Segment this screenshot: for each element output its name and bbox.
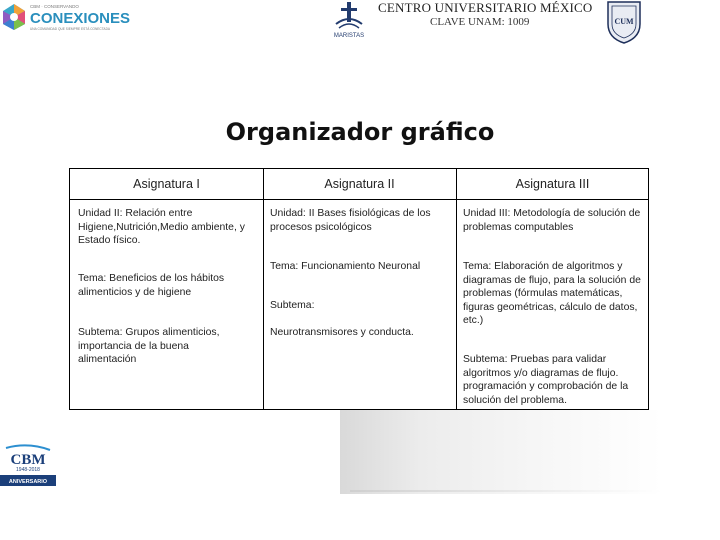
logo-name-text: CONEXIONES	[30, 10, 130, 27]
col1-topic: Tema: Beneficios de los hábitos alimenticios y de higiene	[78, 273, 225, 298]
organizer-table	[69, 168, 649, 410]
column-divider-2	[456, 169, 457, 409]
col3-topic: Tema: Elaboración de algoritmos y diagramas de flujo, para la solución de problemas (fórmulas matemáticas, figuras geométricas, cálculo de datos, etc.)	[463, 261, 641, 326]
maristas-logo-icon	[330, 0, 368, 40]
institution-name: CENTRO UNIVERSITARIO MÉXICO	[378, 0, 593, 15]
header-asignatura-3: Asignatura III	[515, 177, 590, 191]
col1-subtopic: Subtema: Grupos alimenticios, importancia de la buena alimentación	[78, 327, 220, 365]
header-asignatura-2: Asignatura II	[324, 177, 395, 191]
cbm-years: 1948-2018	[16, 467, 40, 473]
col2-unit: Unidad: II Bases fisiológicas de los procesos psicológicos	[270, 208, 431, 233]
unam-crest-caption: CUM	[614, 17, 634, 26]
institution-code: CLAVE UNAM: 1009	[430, 16, 530, 28]
col2-topic: Tema: Funcionamiento Neuronal	[270, 261, 421, 272]
col2-subtopic-label: Subtema:	[270, 300, 315, 311]
cbm-anniversary-logo-icon	[0, 444, 56, 486]
col1-unit: Unidad II: Relación entre Higiene,Nutrición,Medio ambiente, y Estado físico.	[78, 208, 245, 246]
cbm-label: ANIVERSARIO	[8, 479, 48, 485]
column-divider-1	[263, 169, 264, 409]
col3-subtopic: Subtema: Pruebas para validar algoritmos y/o diagramas de flujo. programación y comprobación de la solución del problema.	[463, 354, 629, 406]
unam-crest-icon	[604, 0, 644, 44]
maristas-caption: MARISTAS	[333, 33, 365, 39]
col3-unit: Unidad III: Metodología de solución de problemas computables	[463, 208, 641, 233]
cbm-letters: CBM	[10, 452, 46, 468]
conexiones-logo-icon	[0, 0, 130, 36]
logo-tagline-text: UNA COMUNIDAD QUE SIEMPRE ESTÁ CONECTADA	[30, 27, 110, 31]
decorative-fade-line	[350, 490, 662, 492]
header-asignatura-1: Asignatura I	[133, 177, 200, 191]
logo-small-text: CBM · CONSERVANDO	[30, 4, 79, 9]
decorative-fade-bar	[340, 410, 662, 494]
header-divider	[70, 199, 648, 200]
col2-subtopic: Neurotransmisores y conducta.	[270, 327, 414, 338]
page-title: Organizador gráfico	[225, 118, 495, 146]
